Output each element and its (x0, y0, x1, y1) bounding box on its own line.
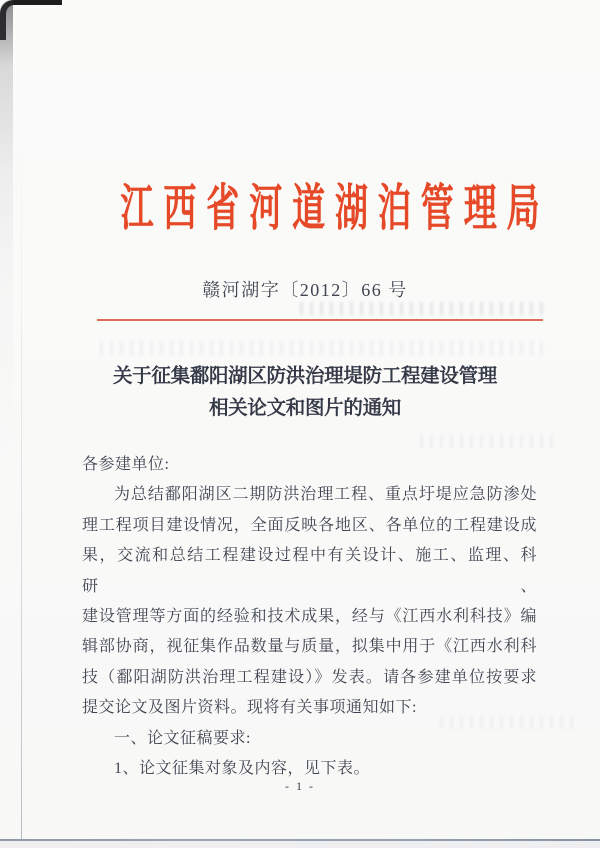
body-line: 各参建单位: (82, 456, 170, 473)
body-line: 提交论文及图片资料。现将有关事项通知如下: (82, 699, 417, 717)
agency-title: 江西省河道湖泊管理局 (120, 180, 550, 236)
bleedthrough-artifact (100, 341, 543, 355)
body-line: 一、论文征稿要求: (114, 729, 251, 747)
body-line: 1、论文征集对象及内容，见下表。 (114, 760, 371, 778)
body-text (82, 450, 537, 784)
doc-title-line-1: 关于征集鄱阳湖区防洪治理堤防工程建设管理 (112, 366, 497, 387)
agency-letterhead (10, 168, 600, 236)
body-line: 为总结鄱阳湖区二期防洪治理工程、重点圩堤应急防渗处 (114, 486, 537, 504)
body-line: 建设管理等方面的经验和技术成果，经与《江西水利科技》编 (82, 608, 537, 626)
bleedthrough-artifact (420, 434, 560, 448)
body-line: 果，交流和总结工程建设过程中有关设计、施工、监理、科研、 (82, 547, 537, 595)
doc-number: 赣河湖字〔2012〕66 号 (202, 280, 408, 300)
doc-title (10, 361, 600, 425)
red-separator-rule (97, 319, 543, 321)
body-line: 辑部协商，视征集作品数量与质量，拟集中用于《江西水利科 (82, 638, 537, 656)
scan-left-fold-line (21, 120, 22, 839)
body-line: 理工程项目建设情况，全面反映各地区、各单位的工程建设成 (82, 516, 537, 534)
scan-bottom-edge-band (0, 841, 600, 848)
bleedthrough-artifact (300, 302, 543, 315)
page-number: - 1 - (285, 779, 315, 793)
body-line: 技（鄱阳湖防洪治理工程建设）》发表。请各参建单位按要求 (82, 668, 537, 686)
doc-title-line-2: 相关论文和图片的通知 (208, 398, 401, 419)
